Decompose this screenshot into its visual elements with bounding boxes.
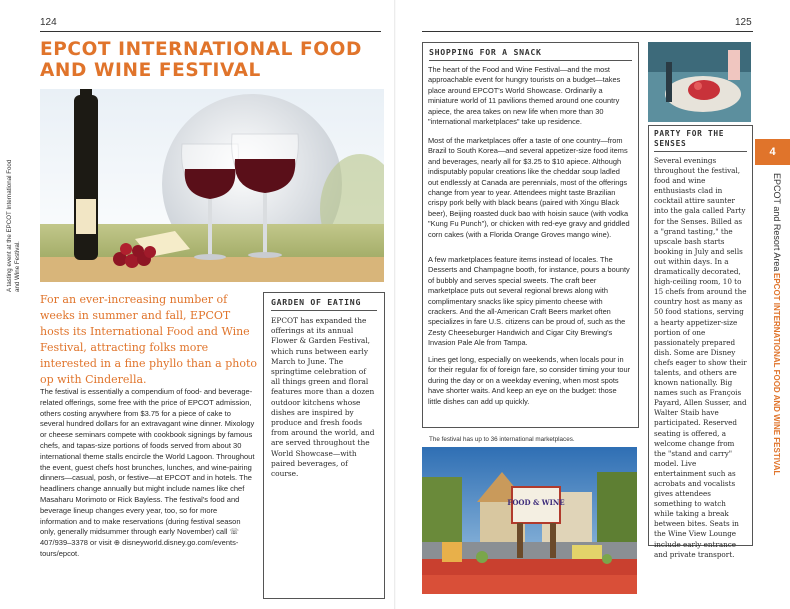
photo-caption-left: A tasting event at the EPCOT International Food and Wine Festival. bbox=[6, 159, 21, 292]
body-paragraph-left: The festival is essentially a compendium of food- and beverage-related offerings, some free with the price of EPCOT admission, others costing anywhere from $3.75 for a piece of cake to several hundred dollars for an extravagant wine dinner. Mixology or cheese seminars compete with cookbook signings by famous chefs, and tapas-size portions of foods served from about 30 international theme stalls encircle the World Lagoon. Throughout the event, guest chefs host brunches, lunches, and wine-pairing dinners—casual, posh, or festive—at EPCOT and in hotels. The headliners change annually but might include names like chef Masaharu Morimoto or Rick Bayless. The festival's food and beverage lineup changes every year, too, so for more information and to make reservations (during festival season only, generally midsummer through early November) call ☏ 407/939–3378 or visit ⊕ disneyworld.disney.go.com/events-tours/epcot. bbox=[40, 387, 255, 558]
party-food-photo bbox=[648, 42, 751, 122]
shopping-paragraph-2: Most of the marketplaces offer a taste of one country—from Brazil to South Korea—and several appetizer-size food items and beverages, nearly all for $3.25 to $10 apiece. Although indisputably popular creations like the cheddar soup ladled out endlessly at Canada are perennials, most of the offerings change from year to year. Attendees might taste Brazilian crispy pork belly with black beans (paired with Xingu Black beer), Beijing roasted duck bao with hoisin sauce (with vodka "Kung Fu Punch"), or chicken with red-eye gravy and griddled corn cakes (with a Florida Orange Groves mango wine). bbox=[428, 136, 630, 239]
wine-tasting-illustration bbox=[40, 89, 384, 282]
festival-sign-text: FOOD & WINE bbox=[507, 498, 565, 507]
sidebar-garden-body: EPCOT has expanded the offerings at its annual Flower & Garden Festival, which runs between early March to June. The springtime celebration of all things green and floral features more than a dozen outdoor kitchens whose dishes are inspired by produce and fresh foods from around the world, and are served throughout the World Showcase—with paired beverages, of course. bbox=[271, 316, 375, 479]
shopping-paragraph-3: A few marketplaces feature items instead of locales. The Desserts and Champagne booth, for instance, pours a bounty of bubbly and serves special sweets. The craft beer marketplace puts out several regional brews along with complimentary snacks like spicy pimento cheese with crackers. And the all-American Craft Beers market often specializes in fare U.S. citizens can be proud of, such as the Zesty Cheeseburger Handwich and Cigar City Brewing's Invasion Pale Ale from Tampa. bbox=[428, 255, 630, 348]
chapter-name-vertical: EPCOT and Resort Area bbox=[772, 173, 782, 272]
shopping-paragraph-1: The heart of the Food and Wine Festival—and the most approachable event for hungry tourists on a budget—takes place around EPCOT's World Showcase. Ordinarily a miniature world of 11 pavilions themed around one country apiece, the area takes on new life when more than 30 "international marketplaces" take up residence. bbox=[428, 65, 621, 127]
festival-marketplace-illustration bbox=[422, 447, 637, 594]
sidebar-party-body: Several evenings throughout the festival, food and wine enthusiasts clad in cocktail attire saunter into the gala called Party for the Senses. Billed as a "grand tasting," the upscale bash starts booking in July and sells out within days. In a dramatically decorated, high-ceiling room, 10 to 15 chefs from around the country host as many as 50 food stations, serving a hearty appetizer-size portion of one passionately prepared dish. Some are Disney chefs eager to show their talents, and others are known nationally. Big names such as François Payard, Allen Susser, and Walter Staib have participated. Reserved seating is offered, a welcome change from the "stand and carry" model. Live entertainment such as acrobats and vocalists gives attendees something to watch while taking a break between bites. Seats in the Wine View Lounge include early entrance and private transport. bbox=[654, 156, 747, 559]
section-name-vertical: EPCOT INTERNATIONAL FOOD AND WINE FESTIVAL bbox=[772, 273, 781, 476]
sidebar-garden-of-eating bbox=[263, 292, 385, 599]
page-number-left: 124 bbox=[40, 17, 57, 28]
header-rule-left bbox=[40, 31, 381, 32]
article-title: EPCOT INTERNATIONAL FOOD AND WINE FESTIVAL bbox=[40, 39, 362, 81]
wine-tasting-photo bbox=[40, 89, 384, 282]
header-rule-right bbox=[422, 31, 753, 32]
chapter-number-tab: 4 bbox=[755, 139, 790, 165]
photo-caption-right: The festival has up to 36 international marketplaces. bbox=[429, 436, 575, 443]
sidebar-garden-heading: GARDEN OF EATING bbox=[271, 297, 362, 307]
party-food-illustration bbox=[648, 42, 751, 122]
sidebar-party-heading: PARTY FOR THE SENSES bbox=[654, 129, 725, 148]
sidebar-shopping-heading: SHOPPING FOR A SNACK bbox=[429, 47, 542, 57]
festival-marketplace-photo bbox=[422, 447, 637, 594]
sidebar-party-for-the-senses bbox=[648, 125, 753, 559]
page-number-right: 125 bbox=[735, 17, 752, 28]
book-gutter bbox=[394, 0, 396, 609]
intro-paragraph: For an ever-increasing number of weeks in summer and fall, EPCOT hosts its International Food and Wine Festival, attracting folks more interested in a fine phyllo than a photo op with Cinderella. bbox=[40, 293, 257, 386]
shopping-paragraph-4: Lines get long, especially on weekends, when locals pour in for their regular fix of foreign fare, so consider timing your tour during the day or on a weekday evening, when most spots have shorter waits. And keep an eye on the budget: those little dishes can add up quickly. bbox=[428, 355, 631, 406]
